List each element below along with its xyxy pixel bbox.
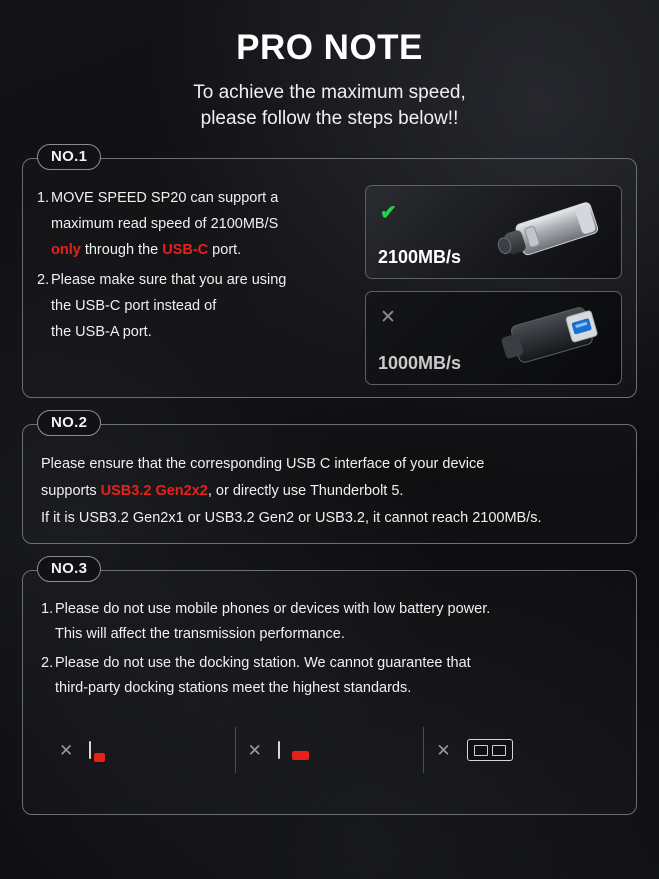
section-no1-text	[37, 185, 357, 385]
section-no3-label: NO.3	[37, 556, 101, 582]
subtitle-line-1: To achieve the maximum speed,	[193, 82, 466, 103]
sec3-item1-line2: This will affect the transmission performance.	[55, 626, 345, 642]
phone-cell	[47, 738, 235, 763]
page-title: PRO NOTE	[236, 28, 423, 67]
list-number: 1.	[37, 190, 50, 206]
cross-icon: ✕	[436, 740, 451, 760]
section-no1	[22, 148, 637, 398]
sec2-line2-a: supports	[41, 483, 101, 499]
item1-line2: maximum read speed of 2100MB/S	[51, 216, 279, 232]
usb-c-drive-icon	[475, 194, 615, 270]
list-item	[37, 185, 357, 263]
docking-station-icon	[467, 739, 513, 761]
sec2-line2-red: USB3.2 Gen2x2	[100, 483, 208, 499]
item1-usbc: USB-C	[162, 242, 209, 258]
section-no2-label: NO.2	[37, 410, 101, 436]
cross-icon: ✕	[247, 740, 262, 760]
sec3-item2-line2: third-party docking stations meet the highest standards.	[55, 680, 412, 696]
check-icon: ✔	[380, 202, 397, 224]
usb-a-speed-card	[365, 291, 622, 385]
usb-c-speed-value: 2100MB/s	[378, 247, 462, 267]
list-text	[55, 651, 618, 701]
page-subtitle	[0, 80, 659, 132]
cross-icon: ✕	[59, 740, 74, 760]
list-text	[51, 185, 357, 263]
section-no3-text	[23, 571, 636, 773]
phone-icon	[89, 738, 91, 763]
list-number: 2.	[41, 655, 54, 671]
usb-a-drive-icon	[475, 300, 615, 376]
list-text	[55, 597, 618, 647]
forbidden-devices-row	[41, 727, 618, 773]
list-item	[37, 267, 357, 345]
list-item	[41, 597, 618, 647]
usb-c-speed-card	[365, 185, 622, 279]
section-no2	[22, 414, 637, 544]
sec2-line2-b: , or directly use Thunderbolt 5.	[207, 483, 404, 499]
item1-mid: through the	[80, 242, 163, 258]
list-text	[51, 267, 357, 345]
section-no2-text	[23, 425, 636, 532]
section-no3	[22, 560, 637, 815]
dock-cell	[424, 738, 612, 763]
usb-a-speed-value: 1000MB/s	[378, 353, 462, 373]
sec2-line-2	[41, 478, 618, 505]
item1-end: port.	[208, 242, 242, 258]
item2-line1: Please make sure that you are using	[51, 272, 287, 288]
subtitle-line-2: please follow the steps below!!	[200, 108, 459, 129]
sec3-item2-line1: Please do not use the docking station. We cannot guarantee that	[55, 655, 471, 671]
list-number: 1.	[41, 601, 54, 617]
cross-icon: ✕	[380, 307, 396, 328]
item2-line3: the USB-A port.	[51, 324, 152, 340]
laptop-cell	[236, 738, 424, 763]
list-item	[41, 651, 618, 701]
sec2-line-1: Please ensure that the corresponding USB C interface of your device	[41, 456, 485, 472]
item1-only: only	[51, 242, 81, 258]
item1-line1: MOVE SPEED SP20 can support a	[51, 190, 279, 206]
sec2-line-3: If it is USB3.2 Gen2x1 or USB3.2 Gen2 or USB3.2, it cannot reach 2100MB/s.	[41, 510, 542, 526]
list-number: 2.	[37, 272, 50, 288]
section-no1-label: NO.1	[37, 144, 101, 170]
item2-line2: the USB-C port instead of	[51, 298, 217, 314]
sec3-item1-line1: Please do not use mobile phones or devices with low battery power.	[55, 601, 491, 617]
